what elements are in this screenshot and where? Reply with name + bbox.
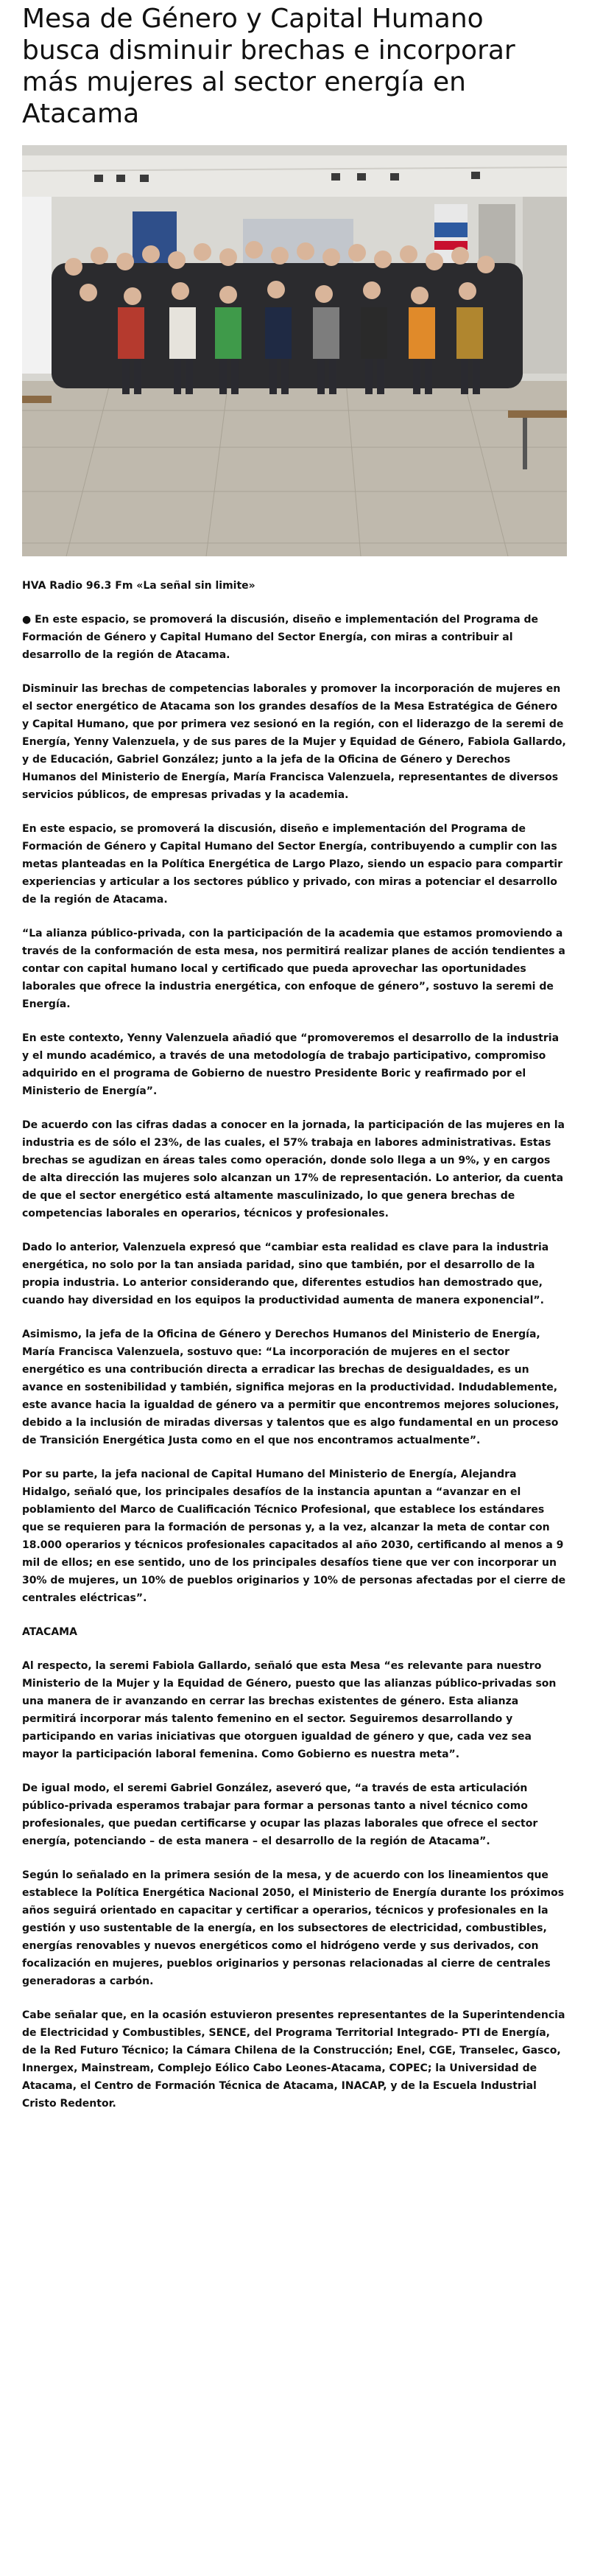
paragraph: Dado lo anterior, Valenzuela expresó que “cambiar esta realidad es clave para la industria energética, no solo por la tan ansiada paridad, sino que también, por el desarrollo de la propia industria. Lo anterior considerando que, diferentes estudios han demostrado que, cuando hay diversidad en los equipos la productividad aumenta de manera exponencial”. [22,1242,549,1306]
paragraph: En este espacio, se promoverá la discusión, diseño e implementación del Programa de Formación de Género y Capital Humano del Sector Energía, contribuyendo a cumplir con las metas planteadas en la Política Energética de Largo Plazo, siendo un espacio para compartir experiencias y articular a los sectores público y privado, con miras a potenciar el desarrollo de la región de Atacama. [22,823,562,906]
paragraph-lead: ● En este espacio, se promoverá la discusión, diseño e implementación del Programa de Formación de Género y Capital Humano del Sector Energía, con miras a contribuir al desarrollo de la región de Atacama. [22,614,539,661]
paragraph: Por su parte, la jefa nacional de Capital Humano del Ministerio de Energía, Alejandra Hidalgo, señaló que, los principales desafíos de la instancia apuntan a “avanzar en el poblamiento del Marco de Cualificación Técnico Profesional, que establece los estándares que se requieren para la formación de personas y, a la vez, alcanzar la meta de contar con 18.000 operarios y técnicos profesionales capacitados al año 2030, certificando al menos a 9 mil de ellos; en ese sentido, uno de los principales desafíos tiene que ver con incorporar un 30% de mujeres, un 10% de pueblos originarios y 10% de personas afectadas por el cierre de centrales eléctricas”. [22,1469,566,1604]
paragraph: Cabe señalar que, en la ocasión estuvieron presentes representantes de la Superintendencia de Electricidad y Combustibles, SENCE, del Programa Territorial Integrado- PTI de Energía, de la Red Futuro Técnico; la Cámara Chilena de la Construcción; Enel, CGE, Transelec, Gasco, Innergex, Mainstream, Complejo Eólico Cabo Leones-Atacama, COPEC; la Universidad de Atacama, el Centro de Formación Técnica de Atacama, INACAP, y de la Escuela Industrial Cristo Redentor. [22,2009,565,2110]
byline: HVA Radio 96.3 Fm «La señal sin limite» [22,580,255,592]
paragraph: De acuerdo con las cifras dadas a conocer en la jornada, la participación de las mujeres en la industria es de sólo el 23%, de las cuales, el 57% trabaja en labores administrativas. Estas brechas se agudizan en áreas tales como operación, donde solo llega a un 9%, y en cargos de alta dirección las mujeres solo alcanzan un 17% de representación. Lo anterior, da cuenta de que el sector energético está altamente masculinizado, lo que genera brechas de competencias laborales en operarios, técnicos y profesionales. [22,1119,565,1219]
section-heading: ATACAMA [22,1626,77,1638]
paragraph: Disminuir las brechas de competencias laborales y promover la incorporación de mujeres en el sector energético de Atacama son los grandes desafíos de la Mesa Estratégica de Género y Capital Humano, que por primera vez sesionó en la región, con el liderazgo de la seremi de Energía, Yenny Valenzuela, y de sus pares de la Mujer y Equidad de Género, Fabiola Gallardo, y de Educación, Gabriel González; junto a la jefa de la Oficina de Género y Derechos Humanos del Ministerio de Energía, María Francisca Valenzuela, representantes de diversos servicios públicos, de empresas privadas y la academia. [22,683,566,801]
paragraph: “La alianza público-privada, con la participación de la academia que estamos promoviendo a través de la conformación de esta mesa, nos permitirá realizar planes de acción tendientes a contar con capital humano local y certificado que pueda aprovechar las oportunidades laborales que ofrece la industria energética, con enfoque de género”, sostuvo la seremi de Energía. [22,928,565,1010]
paragraph: En este contexto, Yenny Valenzuela añadió que “promoveremos el desarrollo de la industria y el mundo académico, a través de una metodología de trabajo participativo, compromiso adquirido en el programa de Gobierno de nuestro Presidente Boric y reafirmado por el Ministerio de Energía”. [22,1032,560,1097]
paragraph: De igual modo, el seremi Gabriel González, aseveró que, “a través de esta articulación público-privada esperamos trabajar para formar a personas tanto a nivel técnico como profesionales, que puedan certificarse y ocupar las plazas laborales que ofrece el sector energía, potenciando – de esta manera – el desarrollo de la región de Atacama”. [22,1782,538,1847]
paragraph: Según lo señalado en la primera sesión de la mesa, y de acuerdo con los lineamientos que establece la Política Energética Nacional 2050, el Ministerio de Energía durante los próximos años seguirá orientado en capacitar y certificar a operarios, técnicos y profesionales en la gestión y uso sustentable de la energía, en los subsectores de electricidad, combustibles, energías renovables y nuevos energéticos como el hidrógeno verde y sus derivados, con focalización en mujeres, pueblos originarios y personas relacionadas al cierre de centrales generadoras a carbón. [22,1869,565,1987]
group-photo [22,145,567,556]
paragraph: Asimismo, la jefa de la Oficina de Género y Derechos Humanos del Ministerio de Energía, María Francisca Valenzuela, sostuvo que: “La incorporación de mujeres en el sector energético es una contribución directa a erradicar las brechas de desigualdades, es un avance en sostenibilidad y también, significa mejoras en la productividad. Indudablemente, este avance hacia la igualdad de género va a permitir que encontremos mejores soluciones, debido a la inclusión de miradas diversas y talentos que es algo fundamental en un proceso de Transición Energética Justa como en el que nos encontramos actualmente”. [22,1329,560,1446]
article-title: Mesa de Género y Capital Humano busca disminuir brechas e incorporar más mujeres al sector energía en Atacama [22,4,515,129]
paragraph: Al respecto, la seremi Fabiola Gallardo, señaló que esta Mesa “es relevante para nuestro Ministerio de la Mujer y la Equidad de Género, puesto que las alianzas público-privadas son una manera de ir avanzando en cerrar las brechas existentes de género. Esta alianza permitirá incorporar más talento femenino en el sector. Seguiremos desarrollando y participando en varias iniciativas que otorguen igualdad de género y que, cada vez sea mayor la participación laboral femenina. Como Gobierno es nuestra meta”. [22,1660,557,1760]
